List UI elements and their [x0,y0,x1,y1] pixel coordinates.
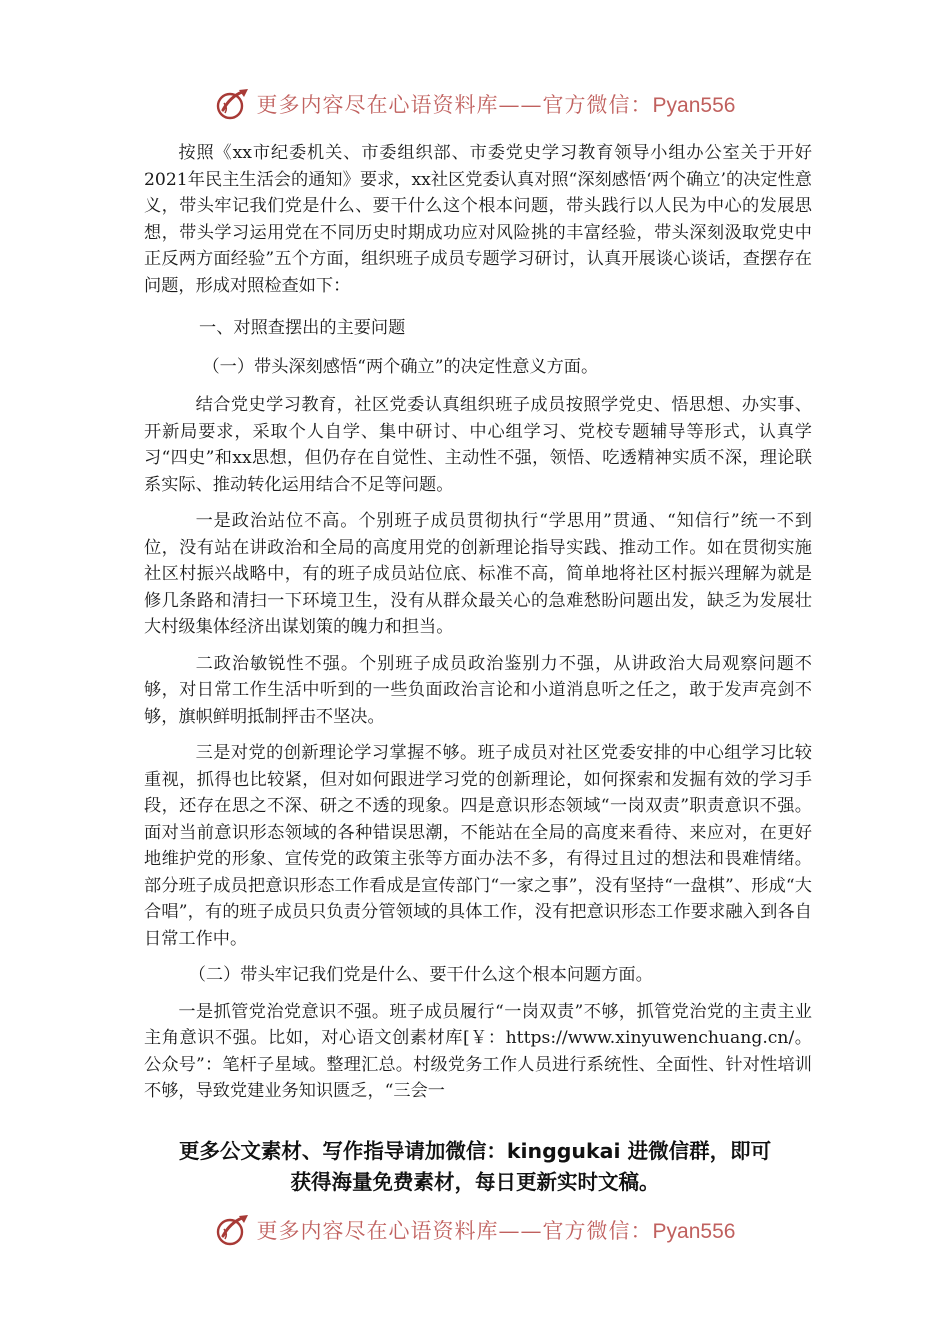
footer-banner [0,1210,950,1250]
footer-wechat-id: Pyan556 [652,1220,736,1243]
header-banner-text: 更多内容尽在心语资料库——官方微信：Pyan556 [256,93,736,117]
subsection-1-title: （一）带头深刻感悟“两个确立”的决定性意义方面。 [202,356,599,377]
logo-icon [215,1213,251,1247]
paragraph-1: 结合党史学习教育，社区党委认真组织班子成员按照学党史、悟思想、办实事、开新局要求，采取个人自学、集中研讨、中心组学习、党校专题辅导等形式，认真学习“四史”和xx思想，但仍存在自觉性、主动性不强，领悟、吃透精神实质不深，理论联系实际、推动转化运用结合不足等问题。 [144,395,812,495]
footer-banner-text: 更多内容尽在心语资料库——官方微信：Pyan556 [256,1219,736,1243]
paragraph-2: 一是政治站位不高。个别班子成员贯彻执行“学思用”贯通、“知信行”统一不到位，没有站在讲政治和全局的高度用党的创新理论指导实践、推动工作。如在贯彻实施社区村振兴战略中，有的班子成员站位底、标准不高，简单地将社区村振兴理解为就是修几条路和清扫一下环境卫生，没有从群众最关心的急难愁盼问题出发，缺乏为发展壮大村级集体经济出谋划策的魄力和担当。 [144,511,812,637]
header-banner [0,84,950,124]
promo-block [0,1136,950,1198]
paragraph-3: 二政治敏锐性不强。个别班子成员政治鉴别力不强，从讲政治大局观察问题不够，对日常工作生活中听到的一些负面政治言论和小道消息听之任之，敢于发声亮剑不够，旗帜鲜明抵制抨击不坚决。 [144,653,812,727]
paragraph-5: 一是抓管党治党意识不强。班子成员履行“一岗双责”不够，抓管党治党的主责主业主角意识不强。比如，对心语文创素材库[￥：https://www.xinyuwenchuang.cn/。公众号”：笔杆子星域。整理汇总。村级党务工作人员进行系统性、全面性、针对性培训不够，导致党建业务知识匮乏，“三会一 [144,1001,812,1101]
promo-line-2: 获得海量免费素材，每日更新实时文稿。 [290,1170,660,1194]
document-body [144,140,812,1105]
promo-line-1: 更多公文素材、写作指导请加微信：kinggukai 进微信群，即可 [178,1139,772,1163]
header-wechat-id: Pyan556 [652,94,736,117]
section-1-title: 一、对照查摆出的主要问题 [199,318,406,338]
intro-paragraph: 按照《xx市纪委机关、市委组织部、市委党史学习教育领导小组办公室关于开好2021年民主生活会的通知》要求，xx社区党委认真对照“深刻感悟‘两个确立’的决定性意义，带头牢记我们党是什么、要干什么这个根本问题，带头践行以人民为中心的发展思想，带头学习运用党在不同历史时期成功应对风险挑的丰富经验，带头深刻汲取党史中正反两方面经验”五个方面，组织班子成员专题学习研讨，认真开展谈心谈话，查摆存在问题，形成对照检查如下： [144,143,812,296]
subsection-2-title: （二）带头牢记我们党是什么、要干什么这个根本问题方面。 [188,965,653,985]
paragraph-4: 三是对党的创新理论学习掌握不够。班子成员对社区党委安排的中心组学习比较重视，抓得也比较紧，但对如何跟进学习党的创新理论，如何探索和发掘有效的学习手段，还存在思之不深、研之不透的现象。四是意识形态领域“一岗双责”职责意识不强。面对当前意识形态领域的各种错误思潮，不能站在全局的高度来看待、来应对，在更好地维护党的形象、宣传党的政策主张等方面办法不多，有得过且过的想法和畏难情绪。部分班子成员把意识形态工作看成是宣传部门“一家之事”，没有坚持“一盘棋”、形成“大合唱”，有的班子成员只负责分管领域的具体工作，没有把意识形态工作要求融入到各自日常工作中。 [144,743,812,949]
logo-icon [215,87,251,121]
